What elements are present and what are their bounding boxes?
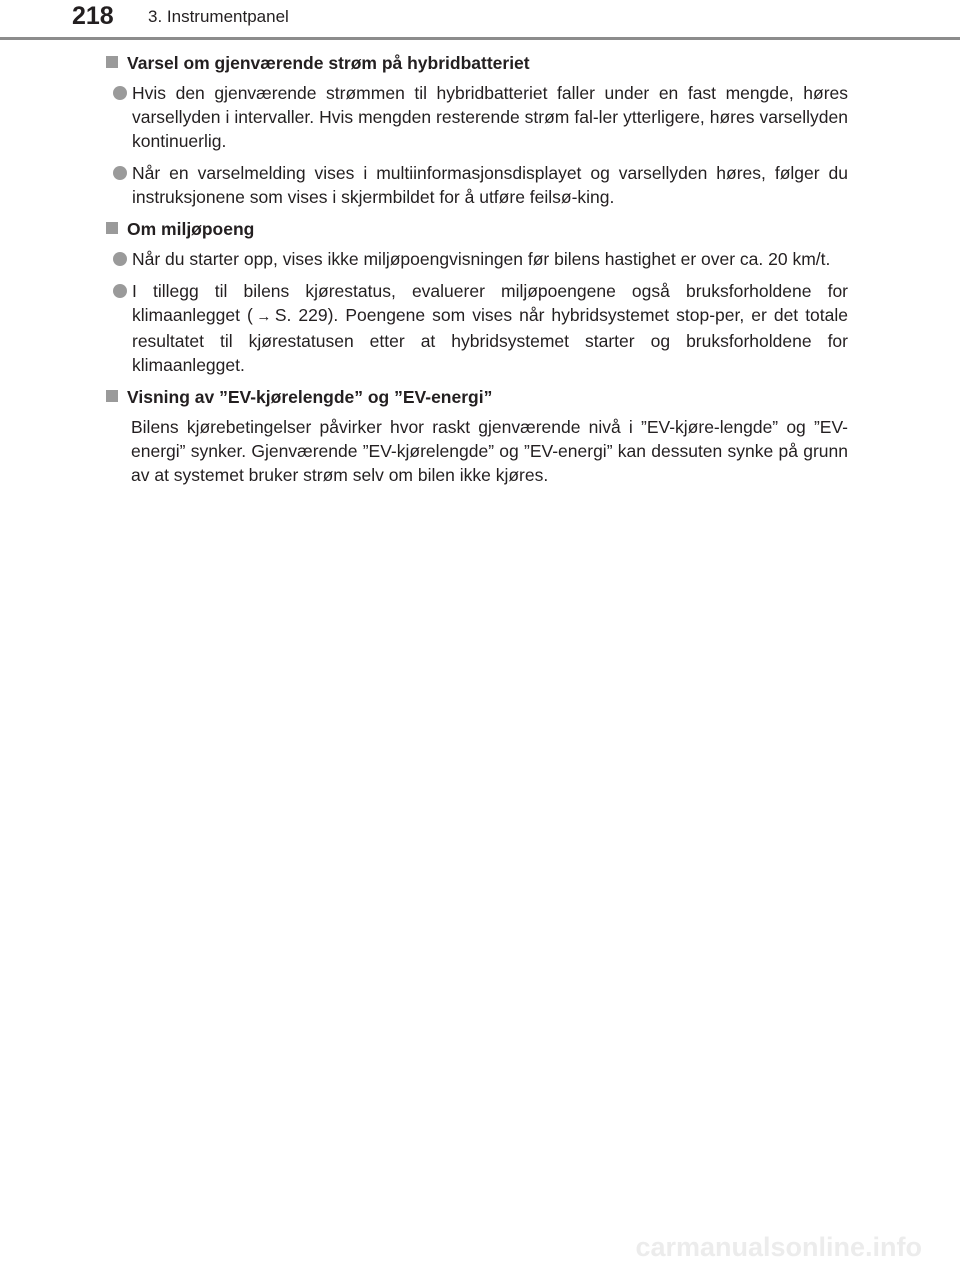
header-divider	[0, 37, 960, 40]
dot-icon	[113, 284, 127, 298]
section-heading-text: Varsel om gjenværende strøm på hybridbatteriet	[127, 53, 530, 73]
watermark-text: carmanualsonline.info	[635, 1232, 922, 1262]
dot-icon	[113, 86, 127, 100]
dot-icon	[113, 166, 127, 180]
arrow-right-icon: →	[256, 308, 272, 325]
list-item-text-before-ref: I tillegg til bilens kjørestatus, evaluerer miljøpoengene også bruksforholdene for klimaanlegget (	[132, 281, 848, 325]
section-ev-display	[106, 385, 848, 487]
section-eco-score	[106, 217, 848, 377]
section-heading	[106, 385, 848, 409]
list-item-text: Når du starter opp, vises ikke miljøpoengvisningen før bilens hastighet er over ca. 20 km/t.	[132, 249, 831, 269]
page-header	[0, 0, 960, 40]
list-item	[106, 247, 848, 271]
chapter-title: 3. Instrumentpanel	[148, 7, 289, 26]
list-item	[106, 279, 848, 377]
section-battery-warning	[106, 51, 848, 209]
dot-icon	[113, 252, 127, 266]
section-heading	[106, 51, 848, 75]
list-item-text: Hvis den gjenværende strømmen til hybridbatteriet faller under en fast mengde, høres varsellyden i intervaller. Hvis mengden resterende strøm fal-ler ytterligere, høres varsellyden kontinuerlig.	[132, 83, 848, 151]
square-icon	[106, 222, 118, 234]
page-reference-link[interactable]: S. 229	[274, 305, 328, 325]
section-heading	[106, 217, 848, 241]
square-icon	[106, 390, 118, 402]
page-number: 218	[72, 2, 114, 30]
section-paragraph: Bilens kjørebetingelser påvirker hvor raskt gjenværende nivå i ”EV-kjøre-lengde” og ”EV-energi” synker. Gjenværende ”EV-kjørelengde” og ”EV-energi” kan dessuten synke på grunn av at systemet bruker strøm selv om bilen ikke kjøres.	[131, 417, 848, 485]
list-item-text: Når en varselmelding vises i multiinformasjonsdisplayet og varsellyden høres, følger du instruksjonene som vises i skjermbildet for å utføre feilsø-king.	[132, 163, 848, 207]
list-item	[106, 161, 848, 209]
section-heading-text: Visning av ”EV-kjørelengde” og ”EV-energi”	[127, 387, 493, 407]
list-item	[106, 81, 848, 153]
list-item-text-after-ref: ). Poengene som vises når hybridsystemet stop-per, er det totale resultatet til kjørestatusen etter at hybridsystemet starter og bruksforholdene for klimaanlegget.	[132, 305, 848, 375]
square-icon	[106, 56, 118, 68]
page-content	[106, 51, 848, 490]
list-item-text	[132, 279, 848, 377]
section-heading-text: Om miljøpoeng	[127, 219, 255, 239]
